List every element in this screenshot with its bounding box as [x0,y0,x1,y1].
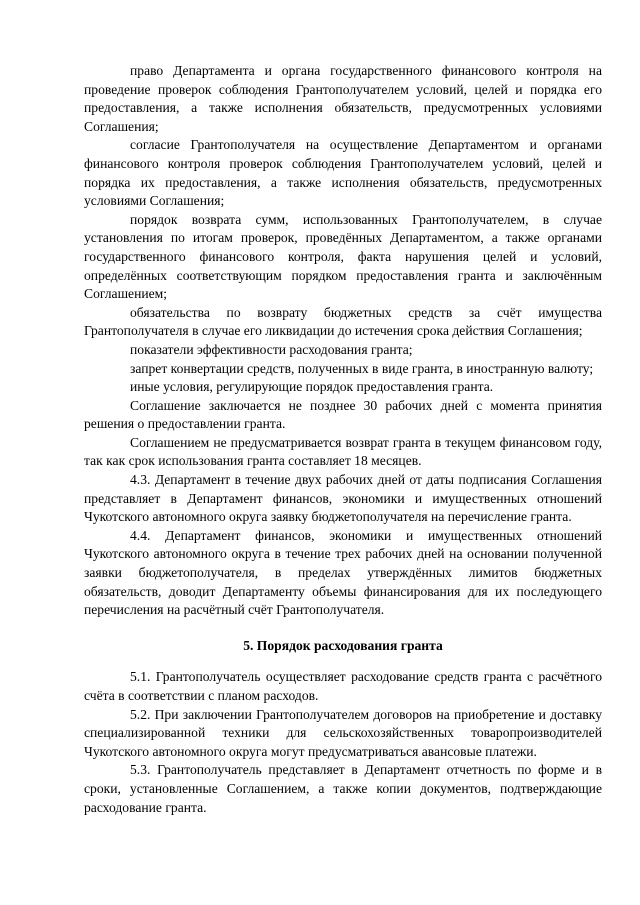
paragraph-5-3: 5.3. Грантополучатель представляет в Департамент отчетность по форме и в сроки, установленные Соглашением, а также копии документов, подтверждающие расходование гранта. [84,762,602,815]
paragraph-other-conditions: иные условия, регулирующие порядок предоставления гранта. [130,379,494,395]
paragraph-refund-procedure: порядок возврата сумм, использованных Грантополучателем, в случае установления по итогам проверок, проведённых Департаментом, а также органами государственного финансового контроля, факта нарушения целей и условий, определённых соответствующим порядком предоставления гранта и заключённым Соглашением; [84,211,602,302]
paragraph-no-refund: Соглашением не предусматривается возврат гранта в текущем финансовом году, так как срок использования гранта составляет 18 месяцев. [84,434,602,469]
paragraph-inspection-right: право Департамента и органа государственного финансового контроля на проведение проверок соблюдения Грантополучателем условий, целей и порядка его предоставления, а также исполнения обязательств, предусмотренных условиями Соглашения; [84,63,602,134]
section-5-heading: 5. Порядок расходования гранта [243,637,443,653]
paragraph-currency-ban: запрет конвертации средств, полученных в виде гранта, в иностранную валюту; [130,360,594,376]
paragraph-5-2: 5.2. При заключении Грантополучателем договоров на приобретение и доставку специализированной техники для сельскохозяйственных товаропроизводителей Чукотского автономного округа могут предусматриваться авансовые платежи. [84,706,602,759]
paragraph-refund-obligations: обязательства по возврату бюджетных средств за счёт имущества Грантополучателя в случае его ликвидации до истечения срока действия Соглашения; [84,304,602,339]
paragraph-agreement-deadline: Соглашение заключается не позднее 30 рабочих дней с момента принятия решения о предоставлении гранта. [84,397,602,432]
paragraph-4-3: 4.3. Департамент в течение двух рабочих дней от даты подписания Соглашения представляет в Департамент финансов, экономики и имущественных отношений Чукотского автономного округа заявку бюджетополучателя на перечисление гранта. [84,472,602,525]
document-page [84,62,602,817]
paragraph-efficiency-indicators: показатели эффективности расходования гранта; [130,341,413,357]
paragraph-5-1: 5.1. Грантополучатель осуществляет расходование средств гранта с расчётного счёта в соответствии с планом расходов. [84,669,602,703]
paragraph-consent: согласие Грантополучателя на осуществление Департаментом и органами финансового контроля проверок соблюдения Грантополучателем условий, целей и порядка их предоставления, а также исполнения обязательств, предусмотренных условиями Соглашения; [84,137,602,209]
paragraph-4-4: 4.4. Департамент финансов, экономики и имущественных отношений Чукотского автономного округа в течение трех рабочих дней на основании полученной заявки бюджетополучателя, в пределах утверждённых лимитов бюджетных обязательств, доводит Департаменту объемы финансирования для их последующего перечисления на расчётный счёт Грантополучателя. [84,527,602,618]
